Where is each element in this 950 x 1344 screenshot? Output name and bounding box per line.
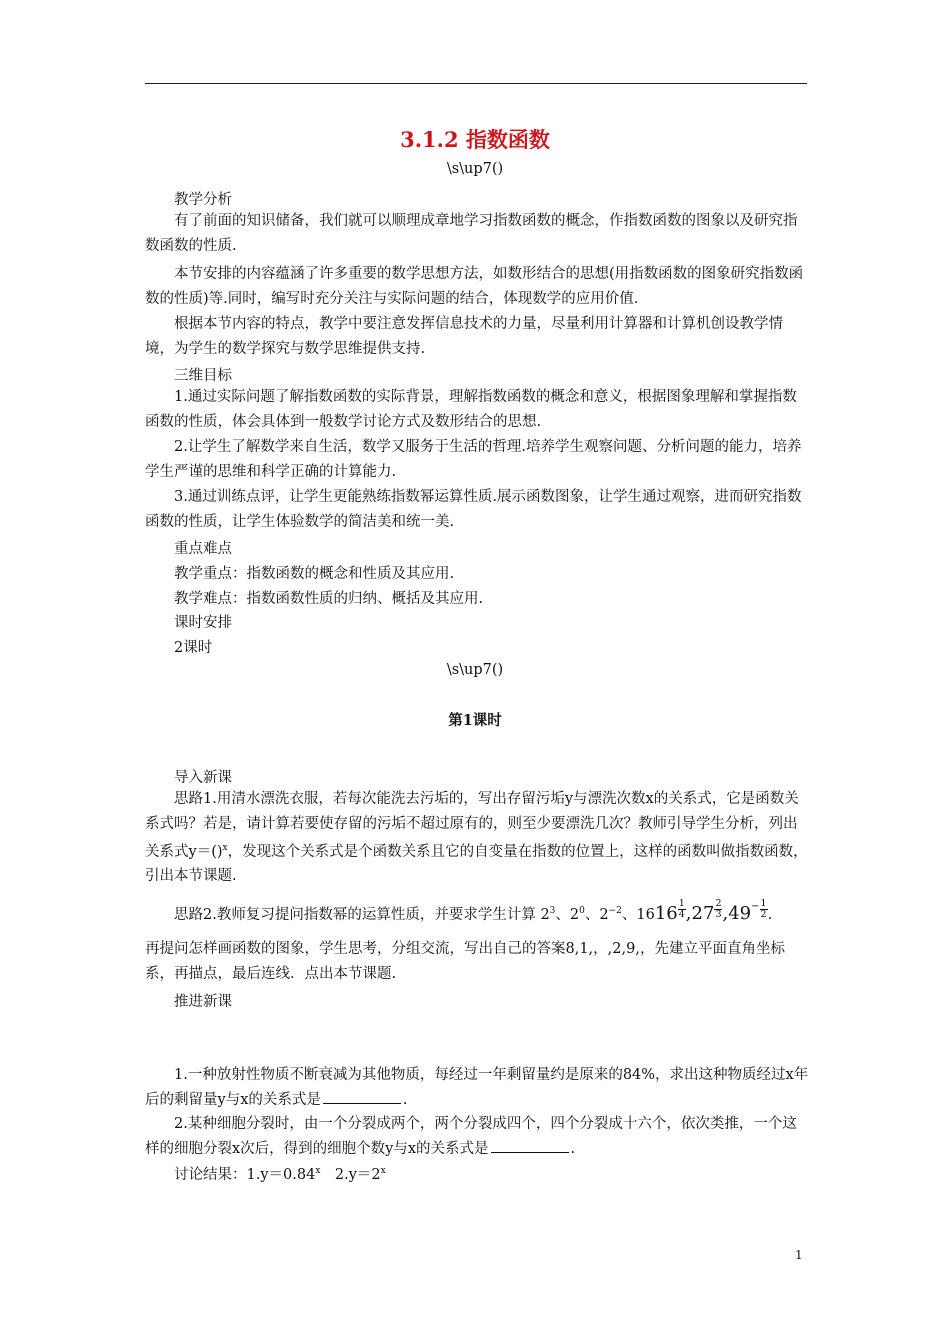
page-title: 3.1.2 指数函数	[400, 127, 550, 152]
fraction-numerator: 2	[715, 897, 722, 909]
question-2-text: 2.某种细胞分裂时，由一个分裂成两个，两个分裂成四个，四个分裂成十六个，依次类推，一个这样的细胞分裂x次后，得到的细胞个数y与x的关系式是	[145, 1116, 797, 1157]
idea-2-mid2: 、2	[584, 907, 609, 923]
analysis-paragraph-1: 有了前面的知识储备，我们就可以顺理成章地学习指数函数的概念，作指数函数的图象以及研究指数函数的性质.	[145, 213, 798, 254]
lesson-heading: 第1课时	[448, 712, 502, 729]
idea-2-continuation: 再提问怎样画函数的图象，学生思考，分组交流，写出自己的答案8,1,，,2,9,，先建立平面直角坐标系，再描点，最后连线．点出本节课题.	[145, 941, 785, 982]
exp-neg2: −2	[608, 906, 622, 917]
fraction-numerator: 1	[760, 897, 767, 909]
fraction-denominator: 2	[760, 908, 767, 920]
result-exponent-1: x	[315, 1166, 321, 1177]
section-heading-keypoints: 重点难点	[174, 541, 232, 557]
analysis-paragraph-2: 本节安排的内容蕴涵了许多重要的数学思想方法，如数形结合的思想(用指数函数的图象研究指数函数的性质)等.同时，编写时充分关注与实际问题的结合，体现数学的应用价值.	[145, 266, 804, 307]
math-base-16: 16	[654, 903, 678, 924]
question-1	[145, 1063, 810, 1112]
idea-1-text-a: 思路1.用清水漂洗衣服，若每次能洗去污垢的，写出存留污垢y与漂洗次数x的关系式，它是函数关系式吗？若是，请计算若要使存留的污垢不超过原有的，则至少要漂洗几次？教师引导学生分析，列出关系式y＝()	[145, 791, 799, 860]
idea-2-prefix: 思路2.教师复习提问指数幂的运算性质，并要求学生计算 2	[174, 907, 550, 923]
result-text-b: 2.y＝2	[320, 1167, 381, 1183]
section-heading-goals: 三维目标	[174, 368, 232, 384]
goal-1: 1.通过实际问题了解指数函数的实际背景，理解指数函数的概念和意义，根据图象理解和掌握指数函数的性质，体会具体到一般数学讨论方式及数形结合的思想.	[145, 389, 797, 430]
question-1-end: .	[402, 1091, 408, 1108]
exp-3: 3	[549, 906, 556, 917]
negative-sign: −	[751, 901, 760, 912]
section-heading-analysis: 教学分析	[174, 192, 232, 208]
goal-3: 3.通过训练点评，让学生更能熟练指数幂运算性质.展示函数图象，让学生通过观察，进而研究指数函数的性质，让学生体验数学的简洁美和统一美.	[145, 489, 802, 530]
analysis-paragraph-3: 根据本节内容的特点，教学中要注意发挥信息技术的力量，尽量利用计算器和计算机创设教学情境，为学生的数学探究与数学思维提供支持.	[145, 316, 783, 357]
idea-1-paragraph	[145, 787, 810, 889]
answer-blank	[491, 1141, 569, 1153]
math-base-27: 27	[691, 903, 715, 924]
idea-2-mid1: 、2	[555, 907, 580, 923]
fraction-denominator: 3	[715, 908, 722, 920]
page-number: 1	[795, 1248, 803, 1262]
math-comma: ,	[685, 903, 692, 924]
idea-1-text-b: ，发现这个关系式是个函数关系且它的自变量在指数的位置上，这样的函数叫做指数函数，引出本节课题.	[145, 843, 808, 885]
question-1-text: 1.一种放射性物质不断衰减为其他物质，每经过一年剩留量约是原来的84%，求出这种物质经过x年后的剩留量y与x的关系式是	[145, 1067, 809, 1108]
header-rule	[145, 83, 807, 84]
discussion-result	[174, 1163, 386, 1184]
idea-1-exponent: x	[222, 843, 228, 853]
schedule-value: 2课时	[174, 640, 213, 656]
intro-heading: 导入新课	[174, 770, 232, 786]
key-focus: 教学重点：指数函数的概念和性质及其应用.	[174, 566, 455, 582]
field-code: \s\up7()	[446, 161, 504, 177]
key-difficulty: 教学难点：指数函数性质的归纳、概括及其应用.	[174, 591, 484, 607]
math-comma: ,	[722, 903, 729, 924]
fraction-denominator: 4	[678, 908, 685, 920]
goal-2: 2.让学生了解数学来自生活，数学又服务于生活的哲理.培养学生观察问题、分析问题的能力，培养学生严谨的思维和科学正确的计算能力.	[145, 439, 802, 480]
question-2	[145, 1112, 810, 1161]
section-heading-schedule: 课时安排	[174, 615, 232, 631]
field-code-2: \s\up7()	[446, 662, 504, 678]
answer-blank	[323, 1092, 401, 1104]
idea-2-line	[174, 897, 773, 924]
result-text-a: 讨论结果：1.y＝0.84	[174, 1167, 316, 1183]
advance-heading: 推进新课	[174, 994, 232, 1010]
fraction-one-half	[760, 899, 768, 920]
math-period: .	[767, 907, 773, 923]
fraction-one-quarter	[678, 899, 686, 920]
fraction-numerator: 1	[678, 897, 685, 909]
idea-2-mid3: 、16	[621, 907, 655, 923]
math-base-49: 49	[728, 903, 752, 924]
question-2-end: .	[570, 1140, 576, 1157]
result-exponent-2: x	[380, 1166, 386, 1177]
exp-0: 0	[579, 906, 585, 917]
